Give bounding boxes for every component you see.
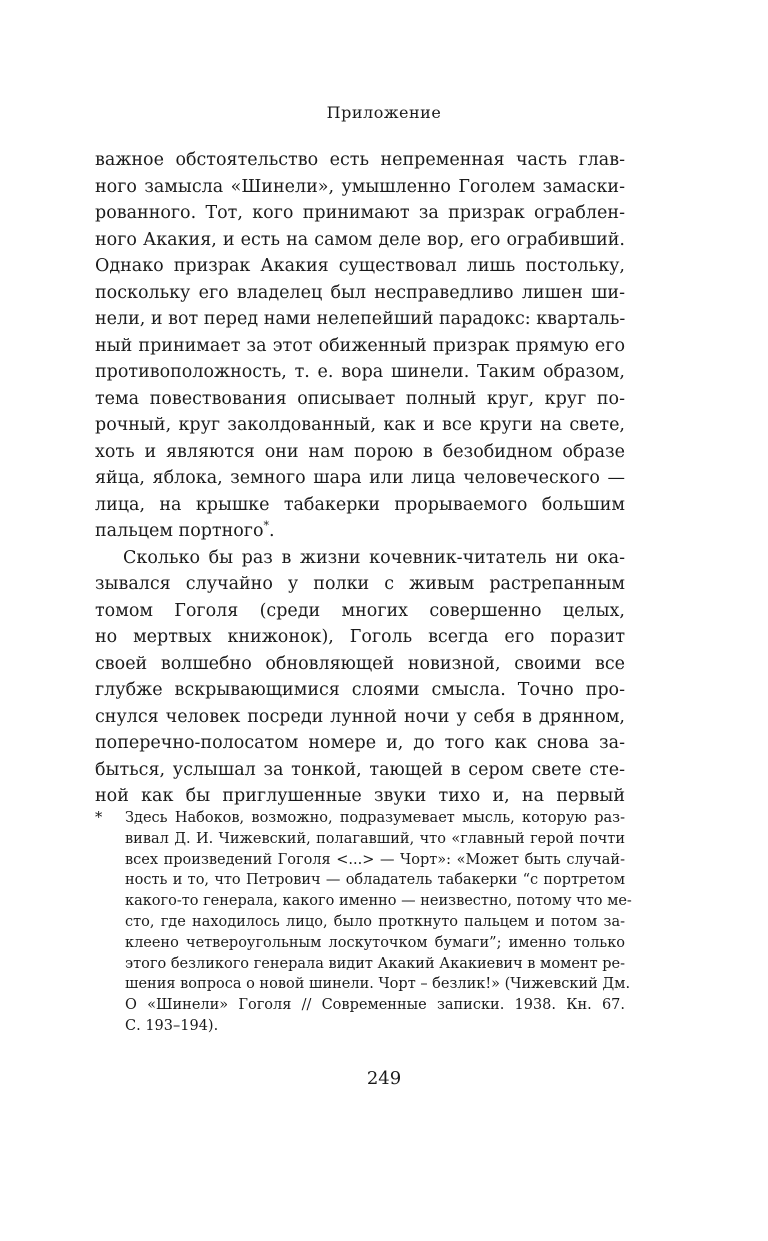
text-line: хоть и являются они нам порою в безобидном образе bbox=[95, 441, 625, 462]
page-number: 249 bbox=[366, 1068, 402, 1089]
text-line: но мертвых книжонок), Гоголь всегда его поразит bbox=[95, 627, 625, 647]
text-line: Сколько бы раз в жизни кочевник-читатель ни ока- bbox=[123, 547, 625, 568]
text-line: рованного. Тот, кого принимают за призрак ограблен- bbox=[95, 203, 625, 223]
footnote-line: клеено четвероугольным лоскуточком бумаги”; именно только bbox=[125, 934, 625, 951]
text-line: быться, услышал за тонкой, тающей в сером свете сте- bbox=[95, 759, 625, 780]
footnote-line: ность и то, что Петрович — обладатель табакерки “с портретом bbox=[125, 872, 625, 889]
footnote-reference[interactable]: * bbox=[263, 519, 270, 533]
footnote-line: вивал Д. И. Чижевский, полагавший, что «главный герой почти bbox=[125, 830, 625, 847]
text-line: поскольку его владелец был несправедливо лишен ши- bbox=[95, 282, 625, 303]
text-line: лица, на крышке табакерки прорываемого большим bbox=[95, 494, 625, 515]
footnote-line: О «Шинели» Гоголя // Современные записки. 1938. Кн. 67. bbox=[125, 997, 625, 1014]
text-line: снулся человек посреди лунной ночи у себя в дрянном, bbox=[95, 706, 625, 727]
paragraph-2 bbox=[95, 545, 625, 810]
text-line: ного замысла «Шинели», умышленно Гоголем замаски- bbox=[95, 176, 625, 197]
footnote-line: какого-то генерала, какого именно — неизвестно, потому что ме- bbox=[125, 893, 632, 910]
footnote-line: Здесь Набоков, возможно, подразумевает мысль, которую раз- bbox=[125, 810, 625, 826]
text-line: нели, и вот перед нами нелепейший парадокс: кварталь- bbox=[95, 309, 626, 329]
main-text bbox=[95, 147, 625, 810]
running-head: Приложение bbox=[326, 103, 442, 122]
text-line: томом Гоголя (среди многих совершенно целых, bbox=[95, 600, 625, 621]
text-line: глубже вскрывающимися слоями смысла. Точно про- bbox=[95, 680, 625, 700]
text-line: ной как бы приглушенные звуки тихо и, на первый bbox=[95, 786, 625, 806]
footnote-mark: * bbox=[95, 810, 103, 826]
text-line: яйца, яблока, земного шара или лица человеческого — bbox=[95, 468, 625, 488]
text-line: пальцем портного bbox=[95, 521, 264, 541]
footnote-line: шения вопроса о новой шинели. Чорт – безлик!» (Чижевский Дм. bbox=[125, 976, 631, 993]
footnote-line: этого безликого генерала видит Акакий Акакиевич в момент ре- bbox=[125, 955, 625, 972]
text-line: рочный, круг заколдованный, как и все круги на свете, bbox=[95, 415, 625, 435]
footnote-body bbox=[125, 808, 632, 1037]
text-line: ного Акакия, и есть на самом деле вор, его ограбивший. bbox=[95, 229, 625, 250]
text-line: зывался случайно у полки с живым растрепанным bbox=[95, 574, 625, 594]
text-line-last: пальцем портного*. bbox=[95, 519, 275, 541]
paragraph-1 bbox=[95, 147, 625, 545]
text-line: ный принимает за этот обиженный призрак прямую его bbox=[95, 335, 625, 356]
text-line: тема повествования описывает полный круг, круг по- bbox=[95, 388, 625, 409]
text-line: противоположность, т. е. вора шинели. Таким образом, bbox=[95, 362, 625, 382]
footnote-line: С. 193–194). bbox=[125, 1017, 219, 1034]
footnote-line: всех произведений Гоголя <...> — Чорт»: «Может быть случай- bbox=[125, 851, 625, 868]
text-line: Однако призрак Акакия существовал лишь постольку, bbox=[95, 256, 625, 276]
text-line: поперечно-полосатом номере и, до того как снова за- bbox=[95, 733, 625, 753]
text-line: важное обстоятельство есть непременная часть глав- bbox=[95, 150, 625, 170]
footnote-line: сто, где находилось лицо, было проткнуто пальцем и потом за- bbox=[125, 913, 625, 930]
footnote bbox=[95, 808, 632, 1037]
text-line: своей волшебно обновляющей новизной, своими все bbox=[95, 653, 625, 674]
